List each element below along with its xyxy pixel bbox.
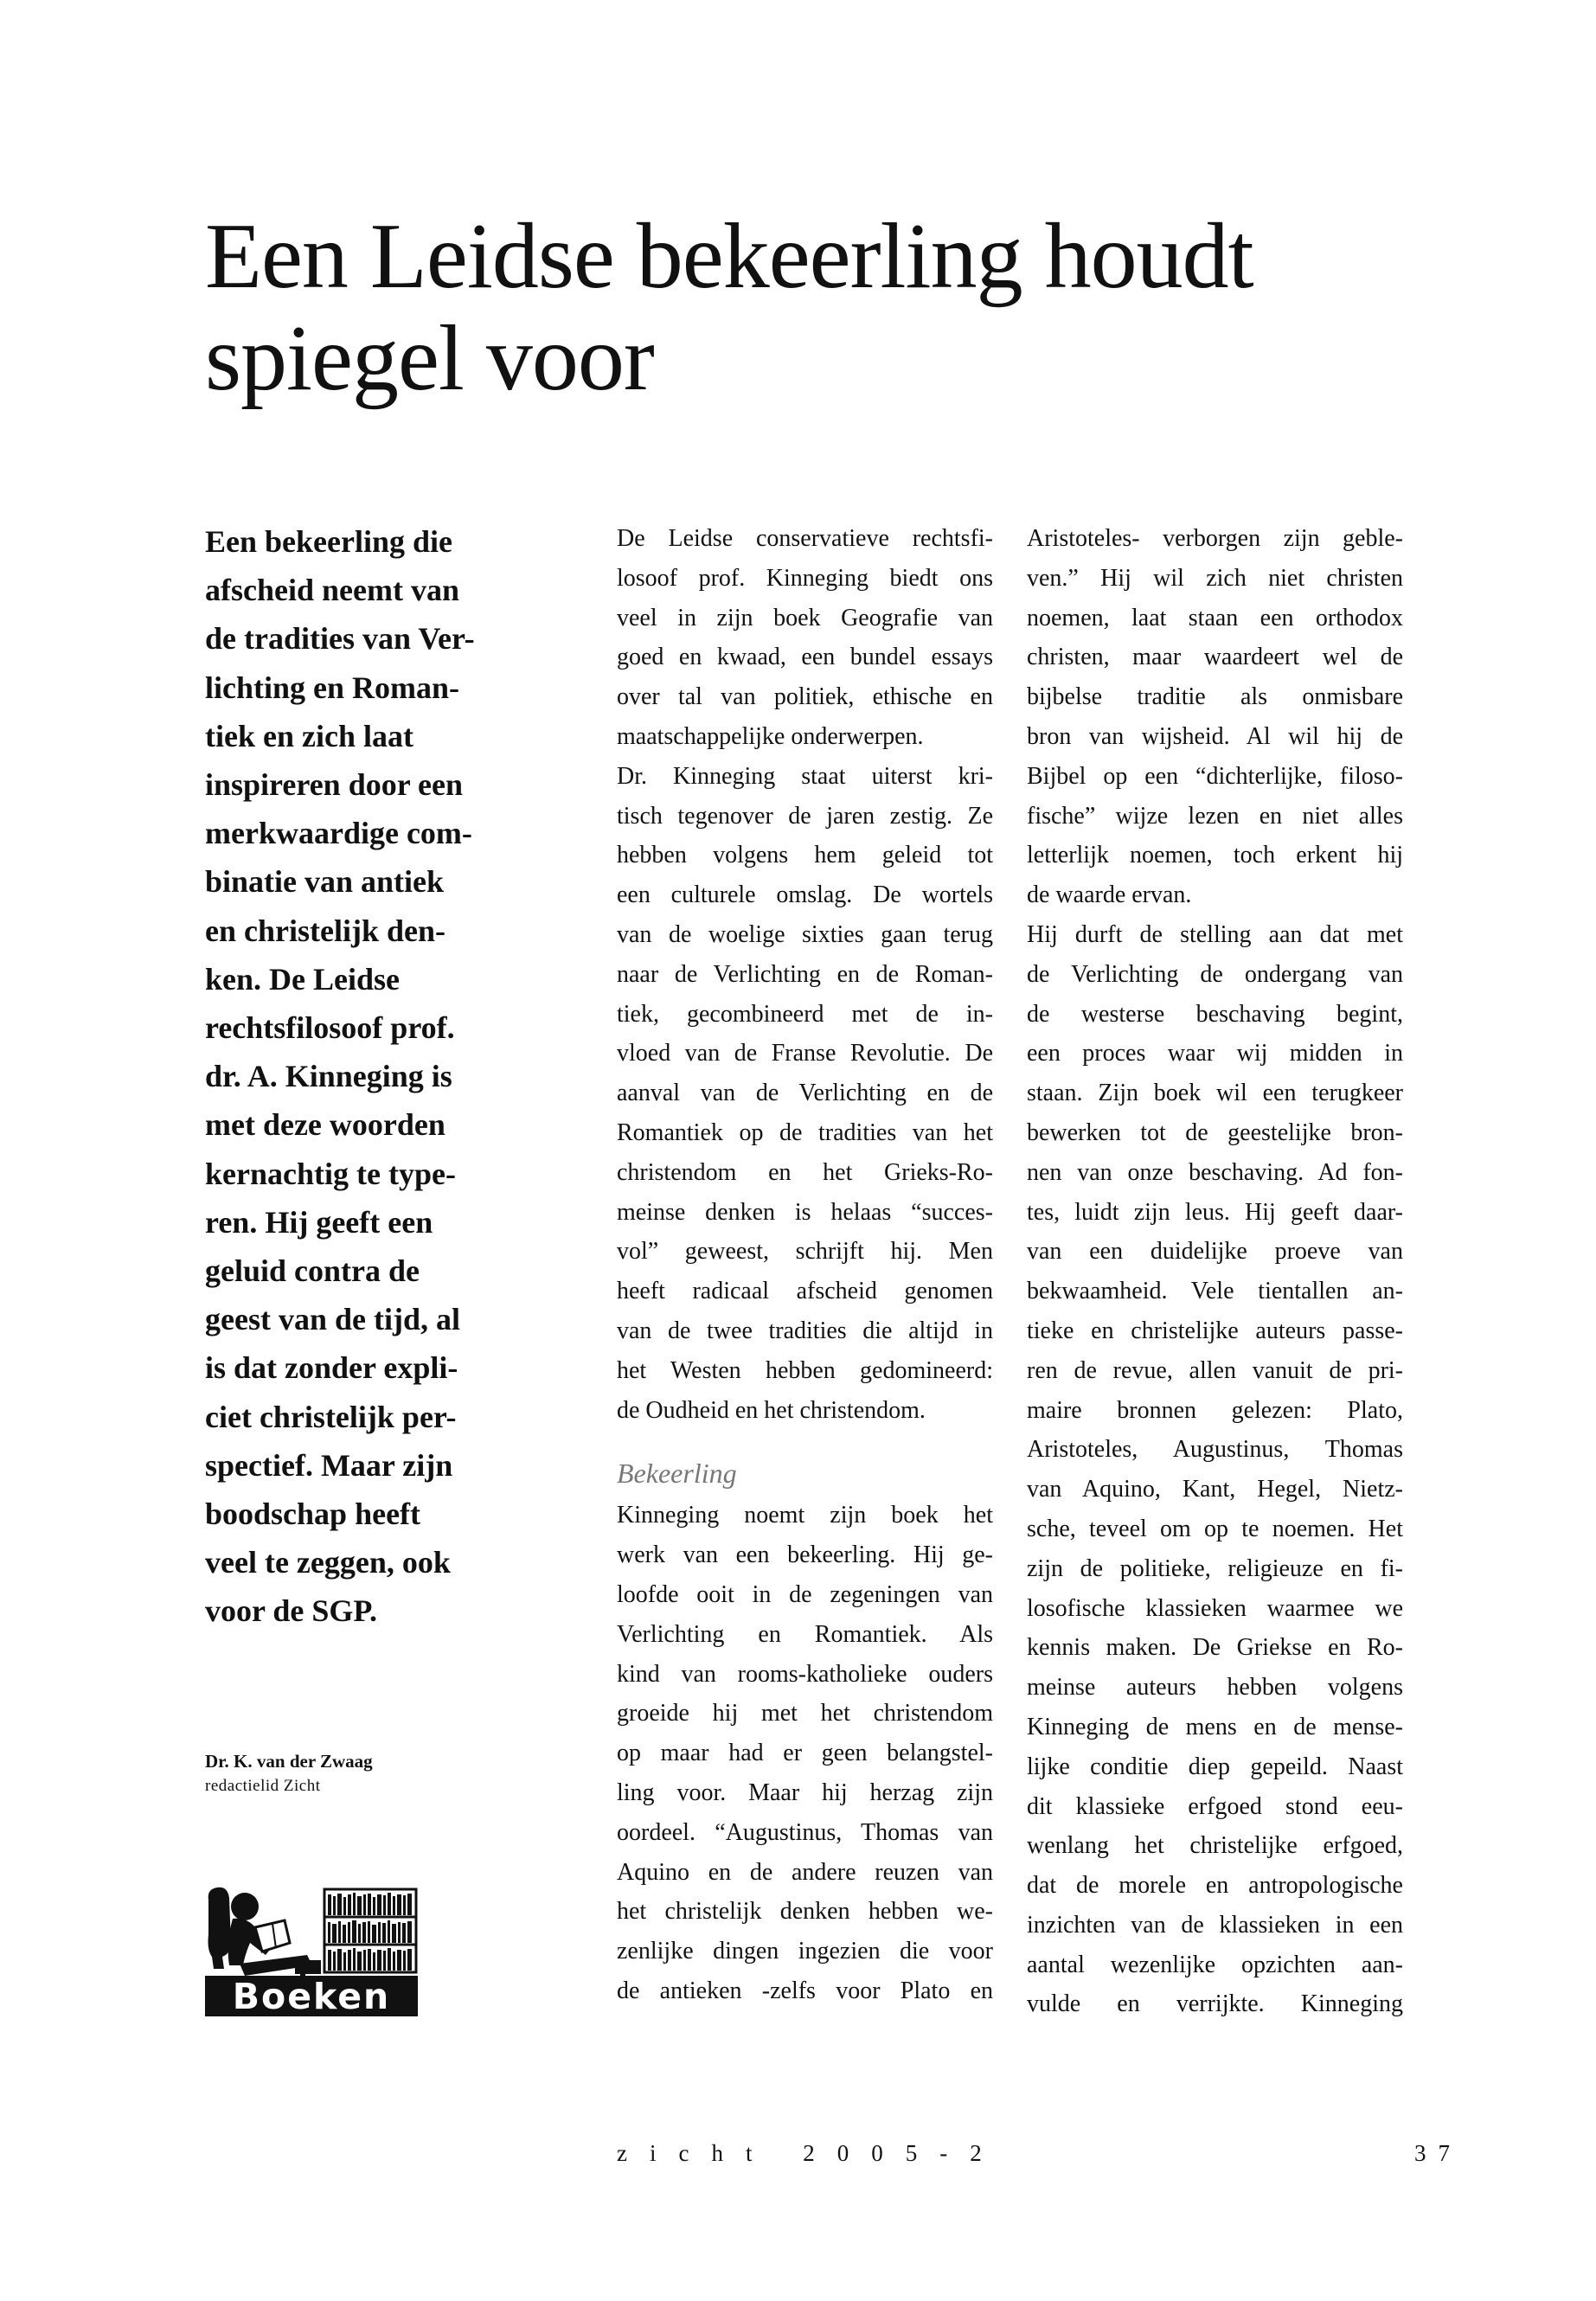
text-line: vulde en verrijkte. Kinneging xyxy=(1027,1990,1403,2018)
text-line: ren de revue, allen vanuit de pri- xyxy=(1027,1356,1403,1384)
text-line: meinse auteurs hebben volgens xyxy=(1027,1674,1403,1702)
text-line: losofische klassieken waarmee we xyxy=(1027,1594,1403,1622)
title-line-1: Een Leidse bekeerling houdt xyxy=(205,205,1253,308)
text-line: ling voor. Maar hij herzag zijn xyxy=(617,1779,993,1806)
text-line: op maar had er geen belangstel- xyxy=(617,1740,993,1767)
text-line: goed en kwaad, een bundel essays xyxy=(617,644,993,671)
logo-label: Boeken xyxy=(232,1976,391,2016)
text-line: losoof prof. Kinneging biedt ons xyxy=(617,564,993,592)
text-line: staan. Zijn boek wil een terugkeer xyxy=(1027,1080,1403,1107)
text-line: wenlang het christelijke erfgoed, xyxy=(1027,1832,1403,1860)
text-line: dat de morele en antropologische xyxy=(1027,1872,1403,1900)
title-line-2: spiegel voor xyxy=(205,307,654,410)
text-line: zijn de politieke, religieuze en fi- xyxy=(1027,1554,1403,1582)
text-line: lichting en Roman- xyxy=(205,670,460,705)
lead-paragraph xyxy=(205,517,503,1636)
text-line: bekwaamheid. Vele tientallen an- xyxy=(1027,1278,1403,1305)
text-line: en christelijk den- xyxy=(205,913,445,948)
text-line: kind van rooms-katholieke ouders xyxy=(617,1660,993,1688)
text-line: een culturele omslag. De wortels xyxy=(617,881,993,909)
text-line: ken. De Leidse xyxy=(205,961,400,997)
reader-silhouette-icon xyxy=(208,1888,322,1979)
author-name: Dr. K. van der Zwaag xyxy=(205,1751,373,1772)
author-block xyxy=(205,1749,490,1799)
text-line: ciet christelijk per- xyxy=(205,1399,457,1434)
text-line: vloed van de Franse Revolutie. De xyxy=(617,1040,993,1067)
text-line: de westerse beschaving begint, xyxy=(1027,1000,1403,1028)
text-line: maire bronnen gelezen: Plato, xyxy=(1027,1396,1403,1424)
text-line: ren. Hij geeft een xyxy=(205,1204,433,1240)
text-line: van een duidelijke proeve van xyxy=(1027,1238,1403,1266)
text-line: met deze woorden xyxy=(205,1107,445,1143)
text-line: sche, teveel om op te noemen. Het xyxy=(1027,1515,1403,1542)
text-line: dit klassieke erfgoed stond eeu- xyxy=(1027,1792,1403,1820)
text-line: tieke en christelijke auteurs passe- xyxy=(1027,1317,1403,1344)
text-line: dr. A. Kinneging is xyxy=(205,1059,452,1094)
text-line: noemen, laat staan een orthodox xyxy=(1027,604,1403,631)
text-line: nen van onze beschaving. Ad fon- xyxy=(1027,1158,1403,1186)
text-line: Aquino en de andere reuzen van xyxy=(617,1858,993,1886)
text-line: van de twee tradities die altijd in xyxy=(617,1317,993,1344)
text-line: afscheid neemt van xyxy=(205,573,459,608)
bookshelf-icon xyxy=(324,1889,416,1972)
text-line: het christelijk denken hebben we- xyxy=(617,1898,993,1926)
text-line: voor de SGP. xyxy=(205,1593,378,1629)
text-line: geest van de tijd, al xyxy=(205,1302,460,1337)
text-line: lijke conditie diep gepeild. Naast xyxy=(1027,1753,1403,1780)
text-line: de antieken -zelfs voor Plato en xyxy=(617,1977,993,2004)
text-line: Aristoteles- verborgen zijn geble- xyxy=(1027,525,1403,552)
text-line: rechtsfilosoof prof. xyxy=(205,1010,455,1046)
text-line: Kinneging de mens en de mense- xyxy=(1027,1713,1403,1740)
text-line: een proces waar wij midden in xyxy=(1027,1040,1403,1067)
text-line: de waarde ervan. xyxy=(1027,881,1192,909)
body-column-2 xyxy=(1027,519,1403,2024)
text-line: veel in zijn boek Geografie van xyxy=(617,604,993,631)
text-line: merkwaardige com- xyxy=(205,816,472,851)
text-line: van de woelige sixties gaan terug xyxy=(617,920,993,948)
text-line: Kinneging noemt zijn boek het xyxy=(617,1502,993,1529)
page-number: 37 xyxy=(1414,2140,1462,2166)
text-line: binatie van antiek xyxy=(205,864,445,900)
text-line: vol” geweest, schrijft hij. Men xyxy=(617,1238,993,1266)
text-line: tiek en zich laat xyxy=(205,718,413,753)
text-line: het Westen hebben gedomineerd: xyxy=(617,1356,993,1384)
text-line: over tal van politiek, ethische en xyxy=(617,683,993,711)
text-line: aanval van de Verlichting en de xyxy=(617,1080,993,1107)
text-line: werk van een bekeerling. Hij ge- xyxy=(617,1541,993,1569)
text-line: de Oudheid en het christendom. xyxy=(617,1396,926,1424)
text-line: Een bekeerling die xyxy=(205,524,452,559)
text-line: Dr. Kinneging staat uiterst kri- xyxy=(617,762,993,790)
text-line: van Aquino, Kant, Hegel, Nietz- xyxy=(1027,1476,1403,1503)
text-line: naar de Verlichting en de Roman- xyxy=(617,960,993,988)
text-line: inzichten van de klassieken in een xyxy=(1027,1911,1403,1939)
text-line: veel te zeggen, ook xyxy=(205,1545,451,1580)
column-1-intro xyxy=(617,519,993,1430)
column-1-continued xyxy=(617,1496,993,2010)
text-line: bron van wijsheid. Al wil hij de xyxy=(1027,722,1403,750)
text-line: meinse denken is helaas “succes- xyxy=(617,1198,993,1226)
text-line: zenlijke dingen ingezien die voor xyxy=(617,1938,993,1965)
text-line: Aristoteles, Augustinus, Thomas xyxy=(1027,1436,1403,1464)
text-line: Hij durft de stelling aan dat met xyxy=(1027,920,1403,948)
text-line: Romantiek op de tradities van het xyxy=(617,1118,993,1146)
text-line: geluid contra de xyxy=(205,1253,420,1289)
subheading: Bekeerling xyxy=(617,1458,737,1490)
text-line: De Leidse conservatieve rechtsfi- xyxy=(617,525,993,552)
text-line: groeide hij met het christendom xyxy=(617,1700,993,1727)
text-line: Bijbel op een “dichterlijke, filoso- xyxy=(1027,762,1403,790)
text-line: kennis maken. De Griekse en Ro- xyxy=(1027,1634,1403,1662)
text-line: christen, maar waardeert wel de xyxy=(1027,644,1403,671)
body-column-1 xyxy=(617,519,993,2011)
text-line: Verlichting en Romantiek. Als xyxy=(617,1620,993,1648)
text-line: hebben volgens hem geleid tot xyxy=(617,842,993,869)
text-line: loofde ooit in de zegeningen van xyxy=(617,1580,993,1608)
journal-footer: zicht 2005-2 xyxy=(617,2140,1004,2166)
text-line: de tradities van Ver- xyxy=(205,621,475,657)
text-line: oordeel. “Augustinus, Thomas van xyxy=(617,1818,993,1846)
text-line: letterlijk noemen, toch erkent hij xyxy=(1027,842,1403,869)
text-line: tiek, gecombineerd met de in- xyxy=(617,1000,993,1028)
text-line: is dat zonder expli- xyxy=(205,1350,458,1386)
text-line: fische” wijze lezen en niet alles xyxy=(1027,802,1403,830)
text-line: de Verlichting de ondergang van xyxy=(1027,960,1403,988)
text-line: boodschap heeft xyxy=(205,1497,421,1532)
boeken-logo xyxy=(205,1882,418,2016)
author-role: redactielid Zicht xyxy=(205,1777,321,1795)
text-line: christendom en het Grieks-Ro- xyxy=(617,1158,993,1186)
text-line: kernachtig te type- xyxy=(205,1156,456,1191)
text-line: ven.” Hij wil zich niet christen xyxy=(1027,564,1403,592)
text-line: heeft radicaal afscheid genomen xyxy=(617,1278,993,1305)
text-line: tes, luidt zijn leus. Hij geeft daar- xyxy=(1027,1198,1403,1226)
text-line: tisch tegenover de jaren zestig. Ze xyxy=(617,802,993,830)
text-line: bijbelse traditie als onmisbare xyxy=(1027,683,1403,711)
text-line: maatschappelijke onderwerpen. xyxy=(617,722,924,750)
text-line: bewerken tot de geestelijke bron- xyxy=(1027,1118,1403,1146)
article-title xyxy=(205,206,1459,410)
text-line: spectief. Maar zijn xyxy=(205,1447,453,1483)
text-line: aantal wezenlijke opzichten aan- xyxy=(1027,1951,1403,1978)
text-line: inspireren door een xyxy=(205,767,464,803)
